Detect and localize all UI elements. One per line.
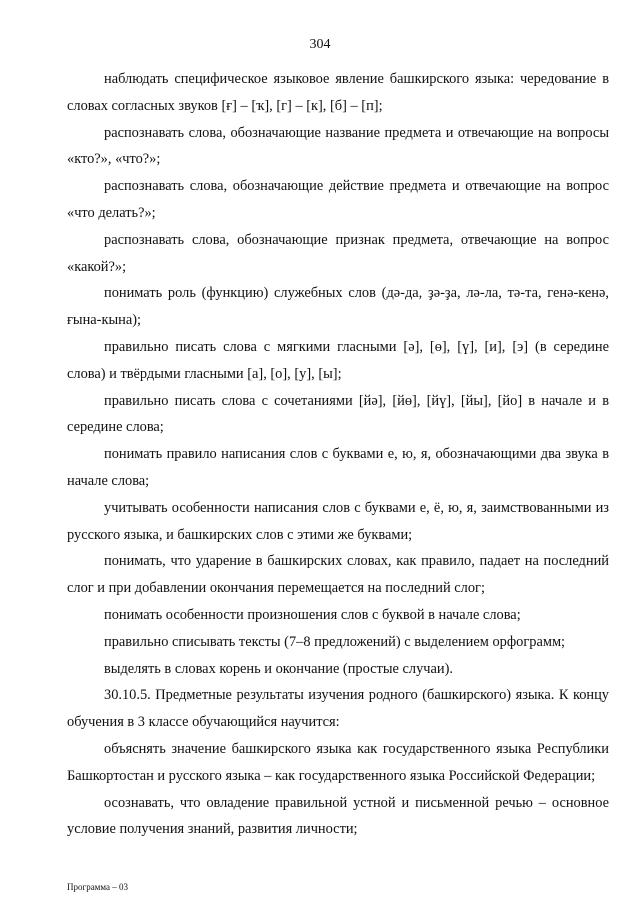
paragraph-borrowed-letters: учитывать особенности написания слов с буквами е, ё, ю, я, заимствованными из русского языка, и башкирских слов с этими же буквами;	[67, 499, 609, 543]
paragraph-noun-words: распознавать слова, обозначающие название предмета и отвечающие на вопросы «кто?», «что?»;	[67, 124, 609, 168]
paragraph-soft-hard-vowels: правильно писать слова с мягкими гласными [ә], [ө], [ү], [и], [э] (в середине слова) и твёрдыми гласными [а], [о], [у], [ы];	[67, 338, 609, 382]
paragraph-combinations: правильно писать слова с сочетаниями [йә], [йө], [йү], [йы], [йо] в начале и в середине слова;	[67, 392, 609, 436]
paragraph-stress: понимать, что ударение в башкирских словах, как правило, падает на последний слог и при добавлении окончания перемещается на последний слог;	[67, 553, 609, 597]
paragraph-adjective-words: распознавать слова, обозначающие признак предмета, отвечающие на вопрос «какой?»;	[67, 231, 609, 275]
paragraph-verb-words: распознавать слова, обозначающие действие предмета и отвечающие на вопрос «что делать?»;	[67, 178, 609, 221]
page-number: 304	[309, 37, 331, 52]
paragraph-function-words: понимать роль (функцию) служебных слов (дә-да, ҙә-ҙа, лә-ла, тә-та, генә-кенә, ғына-кына);	[67, 285, 609, 329]
paragraph-copy-texts: правильно списывать тексты (7–8 предложений) с выделением орфограмм;	[104, 633, 566, 650]
paragraph-speech-mastery: осознавать, что овладение правильной устной и письменной речью – основное условие получения знаний, развития личности;	[67, 794, 609, 838]
paragraph-section-heading: 30.10.5. Предметные результаты изучения родного (башкирского) языка. К концу обучения в 3 классе обучающийся научится:	[67, 687, 609, 731]
page-footer: Программа – 03	[67, 882, 129, 892]
paragraph-letters-two-sounds: понимать правило написания слов с буквами е, ю, я, обозначающими два звука в начале слова;	[67, 446, 609, 489]
paragraph-root-ending: выделять в словах корень и окончание (простые случаи).	[104, 660, 453, 677]
paragraph-alternation-sounds: наблюдать специфическое языковое явление башкирского языка: чередование в словах согласных звуков [ғ] – [ҡ], [г] – [к], [б] – [п];	[67, 71, 609, 114]
paragraph-pronunciation: понимать особенности произношения слов с буквой в начале слова;	[104, 606, 521, 623]
paragraph-language-significance: объяснять значение башкирского языка как государственного языка Республики Башкортостан и русского языка – как государственного языка Российской Федерации;	[67, 740, 609, 784]
document-body	[67, 66, 609, 843]
